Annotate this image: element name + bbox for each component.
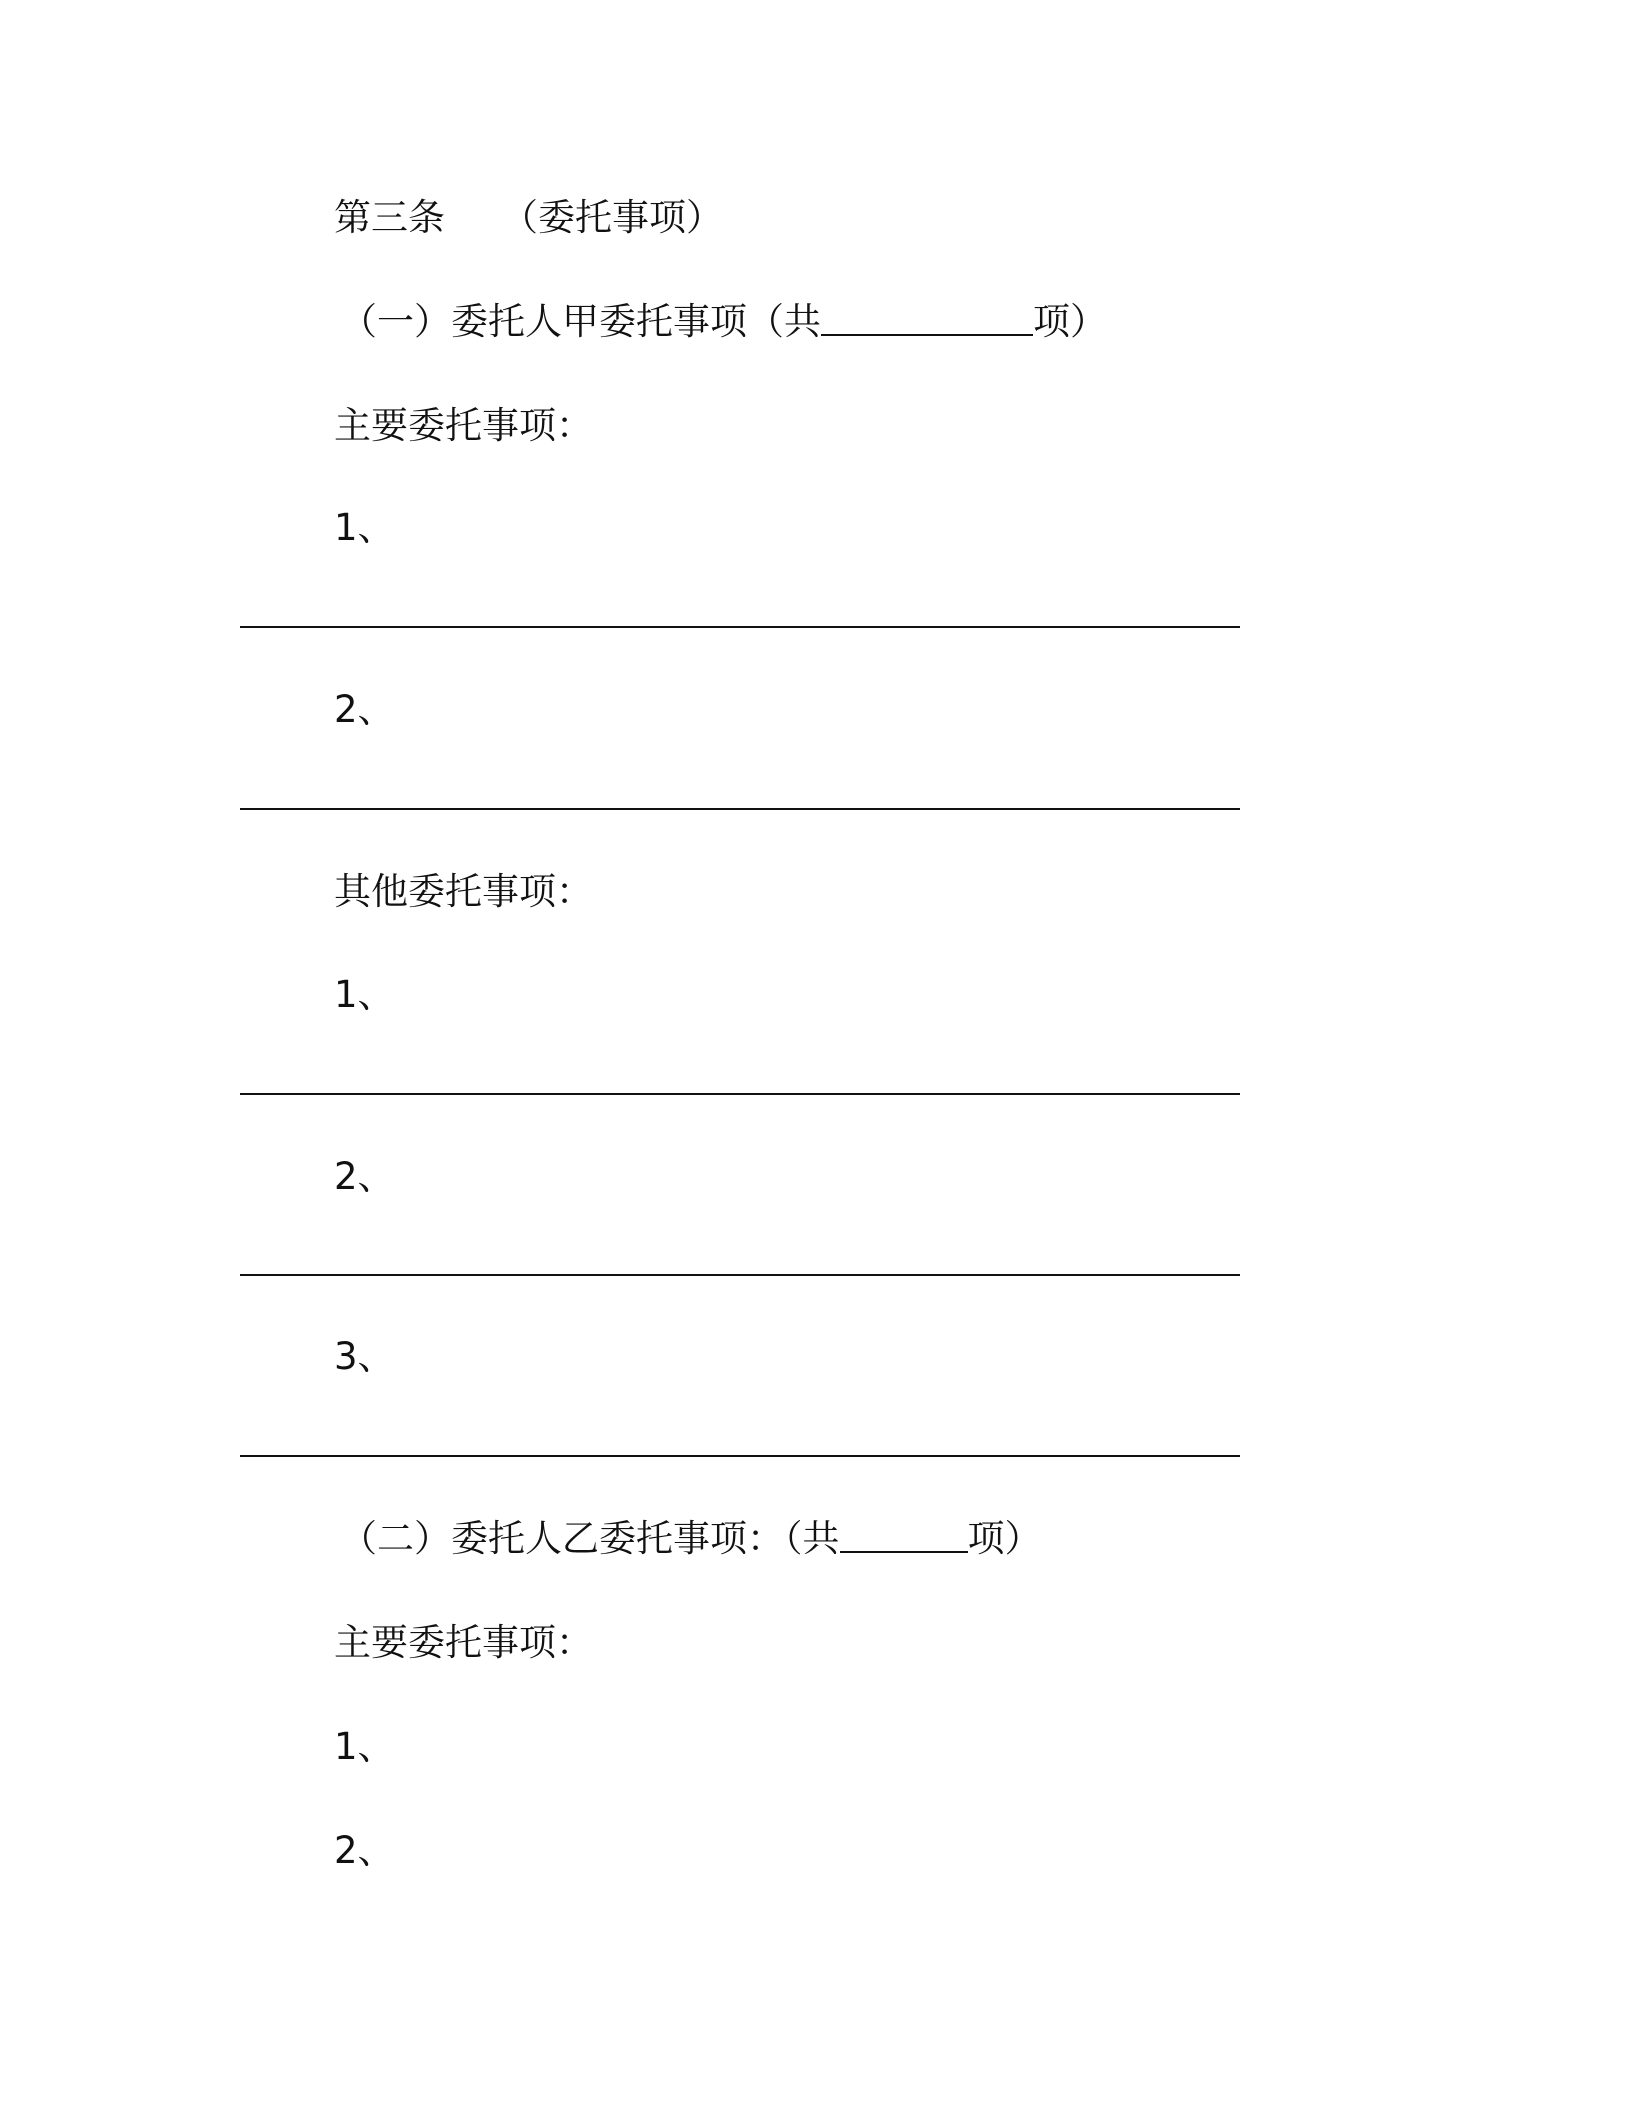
party-b-main-item-1: 1、 (334, 1725, 395, 1768)
party-b-count-blank[interactable] (840, 1521, 968, 1553)
party-b-heading (340, 1514, 1042, 1564)
fill-in-line[interactable] (240, 1093, 1240, 1095)
article-number: 第三条 (334, 196, 445, 239)
party-a-heading-suffix: 项） (1033, 300, 1107, 343)
party-a-main-item-2: 2、 (334, 688, 395, 731)
party-a-heading (340, 297, 1107, 347)
party-a-main-item-1: 1、 (334, 506, 395, 549)
party-a-other-item-3: 3、 (334, 1335, 395, 1378)
party-a-other-item-2: 2、 (334, 1155, 395, 1198)
party-a-heading-prefix: （一）委托人甲委托事项（共 (340, 300, 821, 343)
fill-in-line[interactable] (240, 626, 1240, 628)
party-a-count-blank[interactable] (821, 304, 1033, 336)
fill-in-line[interactable] (240, 1274, 1240, 1276)
party-b-heading-suffix: 项） (967, 1517, 1042, 1560)
fill-in-line[interactable] (240, 1455, 1240, 1457)
article-title: （委托事项） (501, 196, 723, 239)
party-a-other-label: 其他委托事项： (334, 870, 593, 913)
party-a-other-item-1: 1、 (334, 973, 395, 1016)
party-b-heading-prefix: （二）委托人乙委托事项：（共 (340, 1517, 840, 1560)
party-a-main-label: 主要委托事项： (334, 404, 593, 447)
party-b-main-label: 主要委托事项： (334, 1621, 593, 1664)
party-b-main-item-2: 2、 (334, 1829, 395, 1872)
fill-in-line[interactable] (240, 808, 1240, 810)
article-heading (334, 193, 723, 243)
